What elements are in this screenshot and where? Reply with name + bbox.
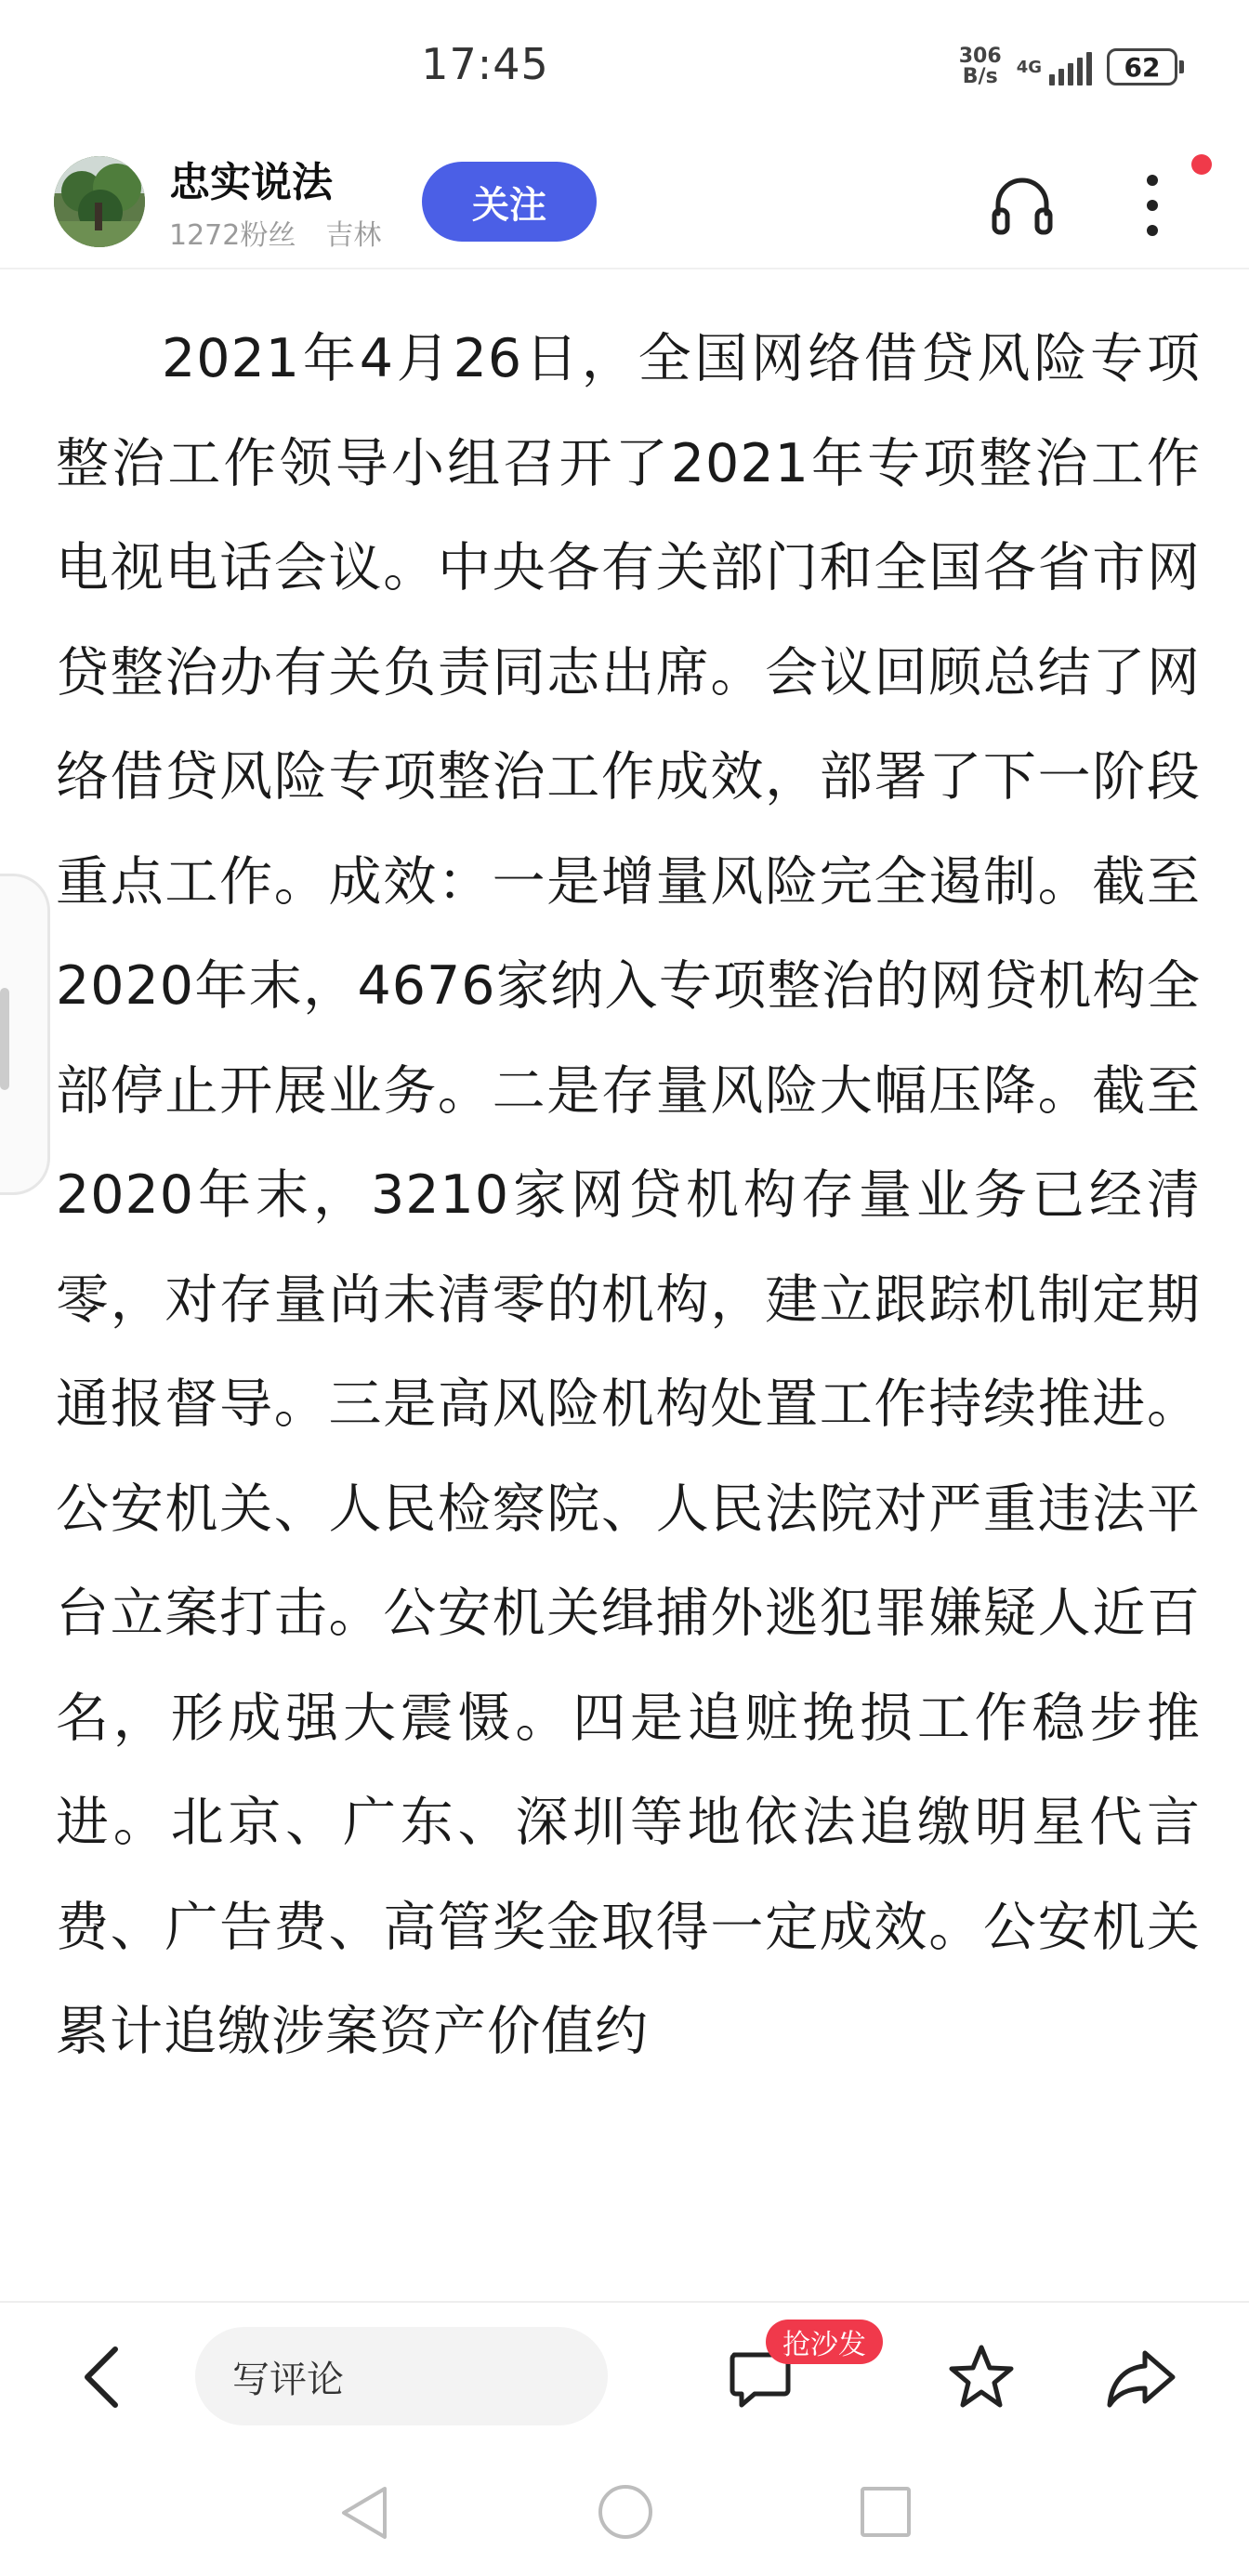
system-navigation-bar [0, 2450, 1249, 2576]
avatar[interactable] [54, 156, 145, 247]
network-speed-value: 306 [958, 45, 1002, 68]
author-meta [169, 212, 381, 253]
star-icon[interactable] [944, 2340, 1019, 2414]
bottom-action-bar [0, 2301, 1249, 2450]
battery-level: 62 [1107, 48, 1177, 85]
nav-back-icon[interactable] [336, 2483, 392, 2543]
article-paragraph: 2021年4月26日，全国网络借贷风险专项整治工作领导小组召开了2021年专项整治工作电视电话会议。中央各有关部门和全国各省市网贷整治办有关负责同志出席。会议回顾总结了网络借贷风险专项整治工作成效，部署了下一阶段重点工作。成效：一是增量风险完全遏制。截至2020年末，4676家纳入专项整治的网贷机构全部停止开展业务。二是存量风险大幅压降。截至2020年末，3210家网贷机构存量业务已经清零，对存量尚未清零的机构，建立跟踪机制定期通报督导。三是高风险机构处置工作持续推进。公安机关、人民检察院、人民法院对严重违法平台立案打击。公安机关缉捕外逃犯罪嫌疑人近百名，形成强大震慑。四是追赃挽损工作稳步推进。北京、广东、深圳等地依法追缴明星代言费、广告费、高管奖金取得一定成效。公安机关累计追缴涉案资产价值约 [56, 328, 1201, 2062]
follower-count: 1272粉丝 [169, 219, 296, 252]
author-name[interactable]: 忠实说法 [169, 159, 333, 206]
headphones-icon[interactable] [985, 167, 1059, 242]
article-body [56, 307, 1201, 2286]
status-icons [959, 46, 1184, 87]
follow-button[interactable]: 关注 [422, 162, 597, 242]
author-location: 吉林 [325, 219, 382, 252]
comment-placeholder: 写评论 [232, 2358, 344, 2401]
avatar-image-icon [54, 156, 145, 247]
signal-label: 4G [1016, 57, 1042, 77]
nav-home-icon[interactable] [598, 2485, 652, 2539]
status-time: 17:45 [421, 39, 549, 89]
status-bar [0, 0, 1249, 139]
author-header [0, 139, 1249, 269]
signal-icon [1017, 48, 1092, 85]
side-drawer-handle[interactable] [0, 874, 50, 1195]
notification-dot [1191, 154, 1212, 175]
battery-icon [1107, 48, 1184, 85]
sofa-badge: 抢沙发 [766, 2320, 883, 2364]
back-arrow-icon[interactable] [74, 2340, 130, 2414]
network-speed [959, 46, 1002, 87]
nav-recent-apps-icon[interactable] [861, 2487, 911, 2537]
comment-input[interactable] [195, 2327, 608, 2425]
network-speed-unit: B/s [962, 65, 998, 88]
share-icon[interactable] [1102, 2340, 1180, 2414]
more-vertical-icon[interactable] [1134, 164, 1171, 247]
